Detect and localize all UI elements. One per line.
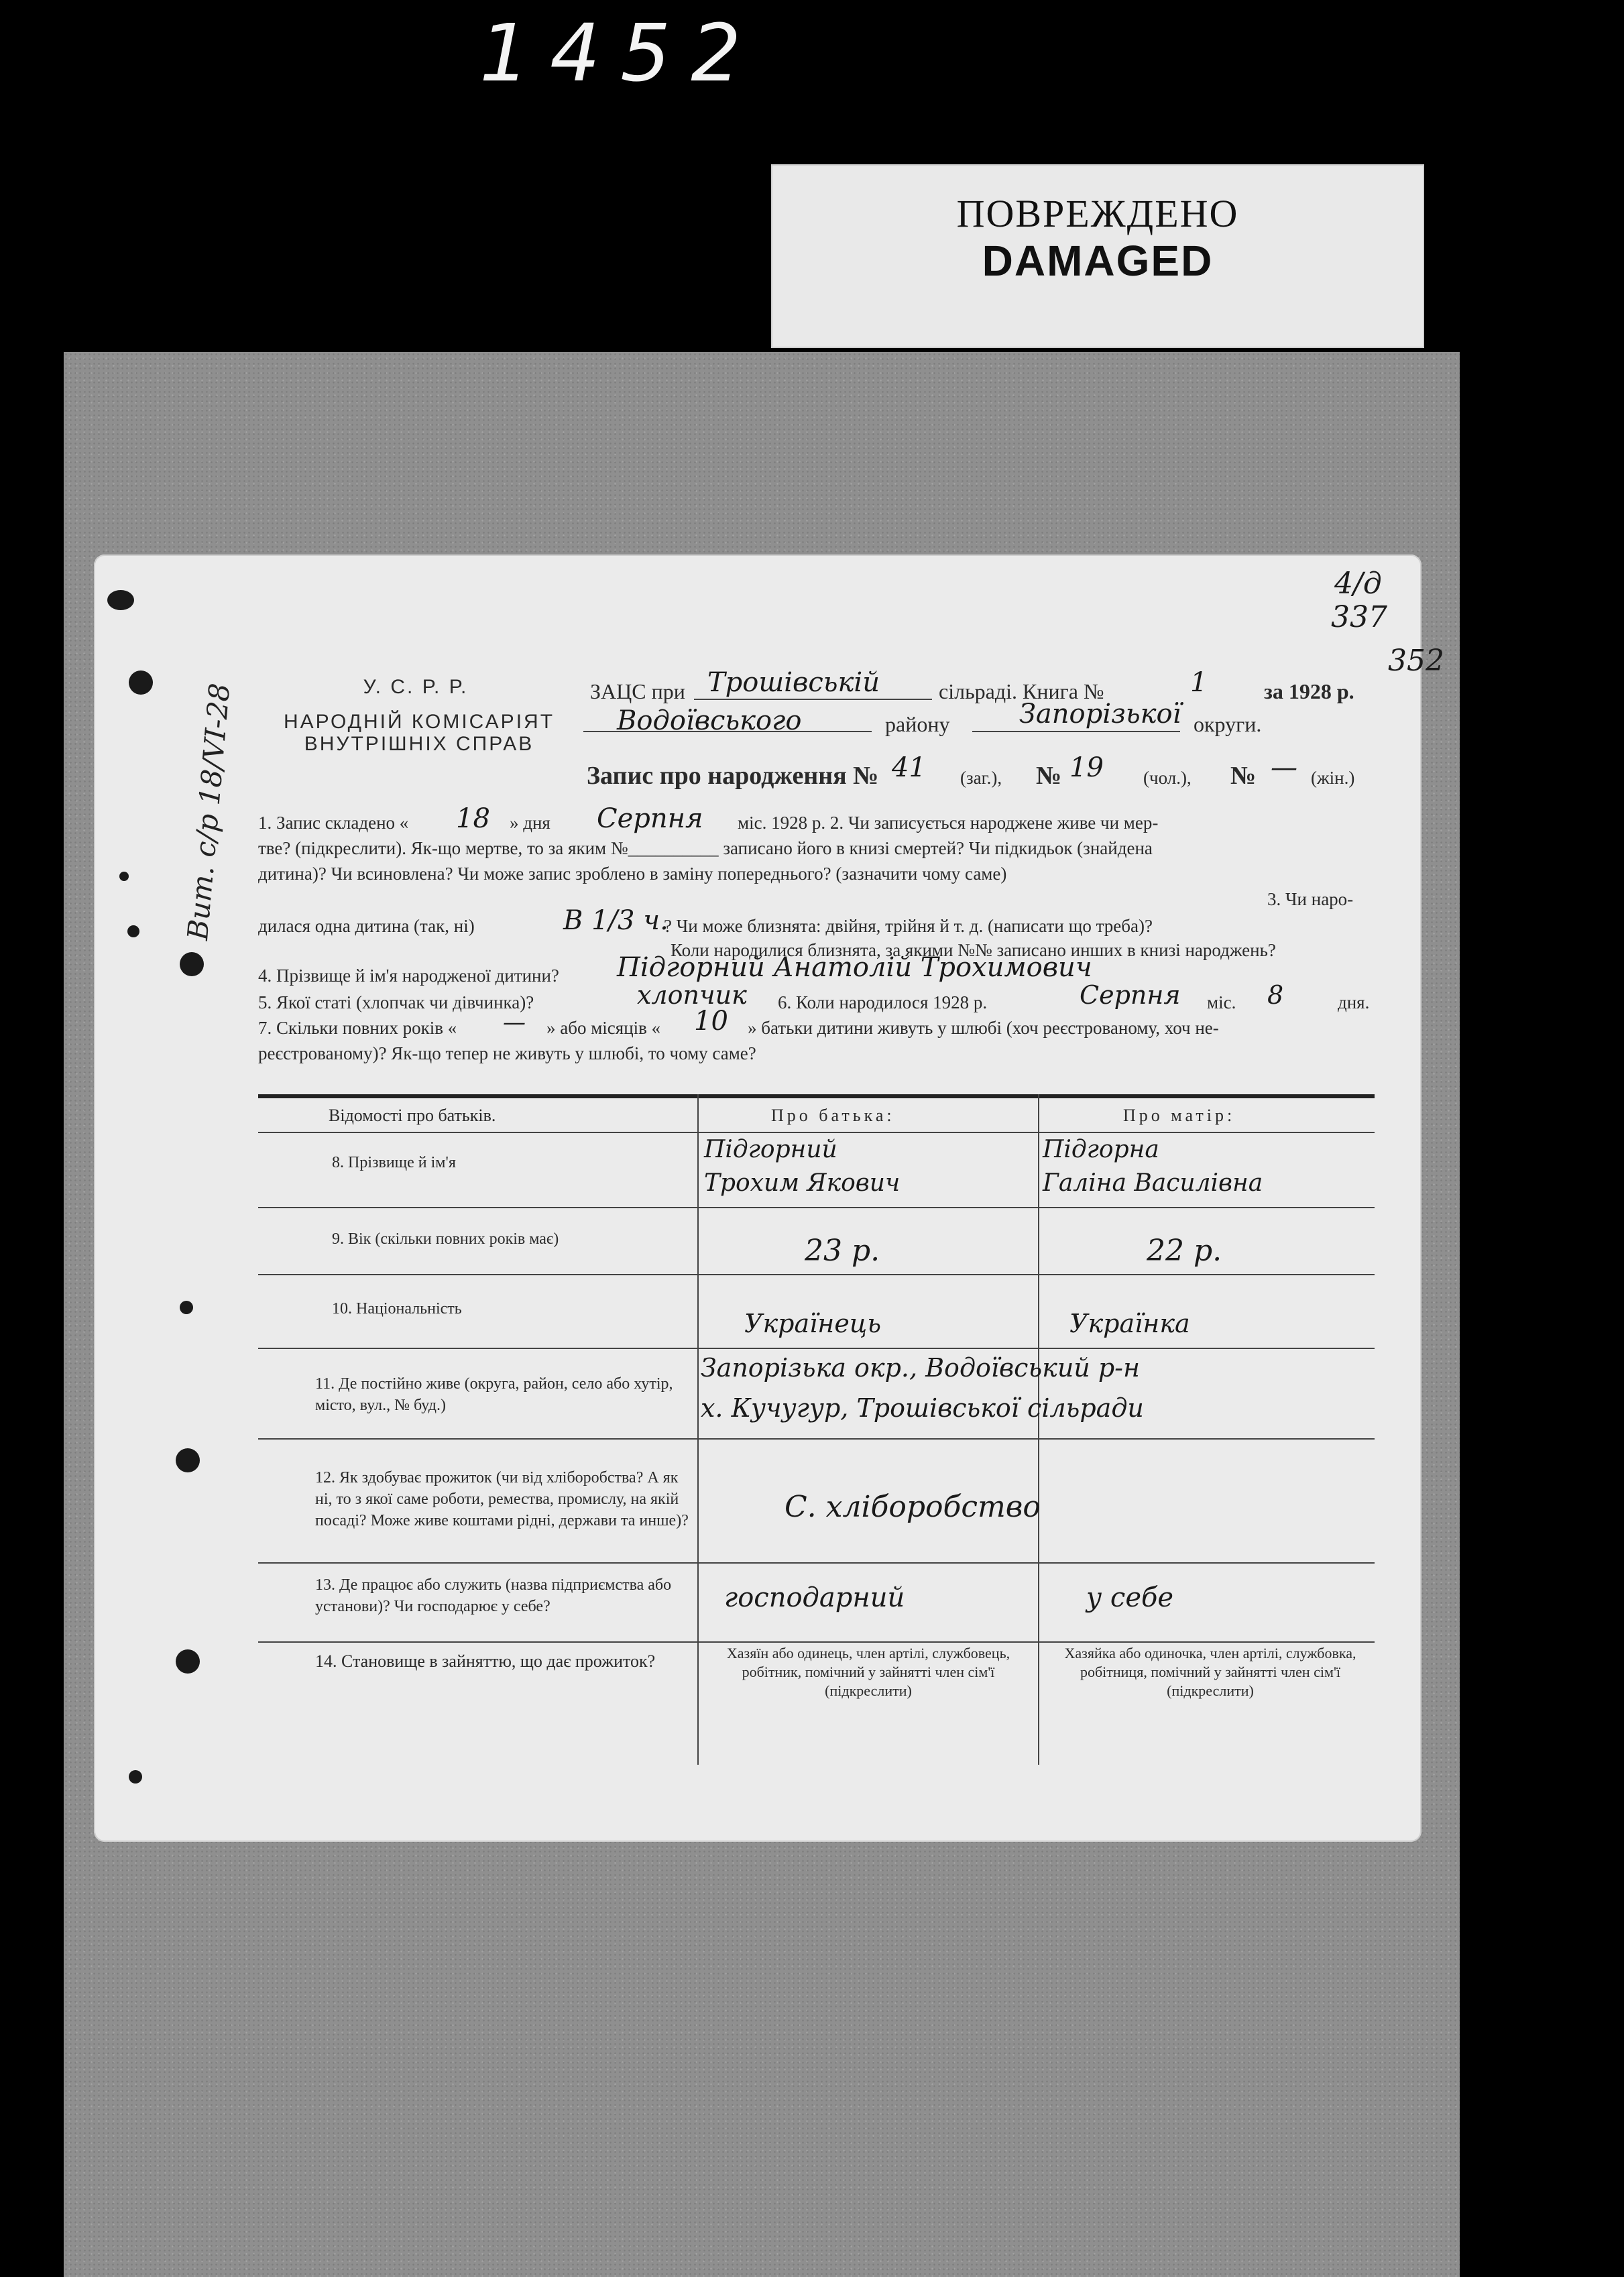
row-age-label: 9. Вік (скільки повних років має) [332,1230,559,1248]
zags-silrada-handwritten: Трошівській [707,667,880,698]
mother-workplace: у себе [1086,1582,1174,1613]
record-chol: (чол.), [1143,768,1192,788]
table-father-header: Про батька: [771,1106,895,1125]
table-row-rule [258,1438,1375,1440]
table-mother-header: Про матір: [1123,1106,1236,1125]
side-handwritten-note: Вит. с/р 18/VI-28 [181,681,237,942]
mother-nationality: Українка [1069,1309,1190,1338]
punch-hole [107,590,134,610]
row-residence-label: 11. Де постійно живе (округа, район, село або хутір, місто, вул., № буд.) [315,1375,673,1414]
line5-handwritten: В 1/3 ч. [563,905,669,936]
father-nationality: Українець [744,1309,882,1338]
record-total-number: 41 [892,752,926,783]
line8-prefix: 5. Якої статі (хлопчак чи дівчинка)? [258,992,534,1012]
birth-month: Серпня [1080,980,1181,1010]
row-workplace-label: 13. Де працює або служить (назва підприємства або установи)? Чи господарює у себе? [315,1576,672,1615]
table-row-rule [258,1274,1375,1275]
table-top-rule [258,1094,1375,1098]
row-name-label: 8. Прізвище й ім'я [332,1154,456,1171]
raion-label: району [885,712,950,736]
record-zag: (заг.), [960,768,1002,788]
child-sex: хлопчик [637,980,747,1010]
okrug-handwritten: Запорізької [1019,699,1181,729]
mother-age: 22 р. [1147,1234,1222,1268]
record-title: Запис про народження № [587,762,879,790]
table-col-divider [697,1094,699,1765]
record-female-number: — [1271,752,1297,783]
birth-day: 8 [1267,980,1284,1010]
underline [583,731,872,732]
mother-name: Підгорна Галіна Василівна [1043,1136,1263,1197]
corner-number-1: 4/д [1334,567,1382,601]
corner-number-2: 337 [1331,600,1387,634]
line5-prefix: дилася одна дитина (так, ні) [258,916,475,936]
header-ussr: У. С. Р. Р. [363,676,469,698]
line9-rest: » батьки дитини живуть у шлюбі (хоч реєстрованому, хоч не- [748,1018,1219,1038]
raion-handwritten: Водоївського [617,705,802,736]
father-workplace: господарний [724,1582,905,1613]
mother-occupation-status: Хазяйка або одиночка, член артілі, службовка, робітниця, помічний у зайнятті член сім'ї (підкреслити) [1064,1645,1356,1699]
row-nationality-label: 10. Національність [332,1300,462,1318]
punch-hole [176,1448,200,1472]
record-zhin: (жін.) [1311,768,1355,788]
line10: реєстрованому)? Як-що тепер не живуть у шлюбі, то чому саме? [258,1043,756,1063]
damage-label [771,164,1424,348]
frame-number: 1452 [479,7,762,99]
line3: дитина)? Чи всиновлена? Чи може запис зроблено в заміну попереднього? (зазначити чому саме) [258,864,1007,884]
marriage-months: 10 [694,1006,728,1037]
year-label: за 1928 р. [1264,679,1354,703]
table-col-divider [1038,1094,1039,1765]
punch-hole [129,1770,142,1784]
punch-hole [180,1301,193,1314]
line5-rest: ? Чи може близнята: двійня, трійня й т. д. (написати що треба)? [664,916,1153,936]
line1-day-label: » дня [510,813,550,833]
underline [694,699,932,700]
record-male-number: 19 [1069,752,1104,783]
silrada-book-label: сільраді. Книга № [939,679,1104,703]
table-row-rule [258,1641,1375,1643]
corner-number-3: 352 [1388,644,1444,678]
table-row-rule [258,1562,1375,1564]
punch-hole [129,670,153,695]
father-age: 23 р. [805,1234,880,1268]
okrug-label: округи. [1194,712,1262,736]
row-livelihood-label: 12. Як здобуває прожиток (чи від хліборобства? А як ні, то з якої саме роботи, ремества, промислу, на якій посаді? Може живе коштами рідні, держави та инше)? [315,1469,689,1529]
father-name: Підгорний Трохим Якович [704,1136,901,1197]
punch-hole [176,1649,200,1674]
line8-day-label: дня. [1338,992,1370,1012]
livelihood-value: С. хліборобство [785,1490,1041,1524]
line1-prefix: 1. Запис складено « [258,813,409,833]
line9-months-label: » або місяців « [546,1018,661,1038]
book-number: 1 [1190,667,1208,698]
record-month: Серпня [597,803,703,834]
record-day: 18 [456,803,490,834]
residence-line2: х. Кучугур, Трошівської сільради [701,1393,1144,1423]
line6: Коли народилися близнята, за якими №№ записано инших в книзі народжень? [671,940,1276,960]
line8-born-label: 6. Коли народилося 1928 р. [778,992,988,1012]
table-col-header: Відомості про батьків. [329,1106,496,1125]
punch-hole [180,952,204,976]
marriage-years: — [503,1009,526,1036]
header-internal-affairs: ВНУТРІШНІХ СПРАВ [304,733,534,755]
record-no-label-2: № [1230,762,1257,790]
father-occupation-status: Хазяїн або одинець, член артілі, службовець, робітник, помічний у зайнятті член сім'ї (підкреслити) [726,1645,1010,1699]
line4: 3. Чи наро- [1267,889,1354,909]
damage-label-ru: ПОВРЕЖДЕНО [956,192,1239,235]
line8-month-label: міс. [1207,992,1236,1012]
row-occupation-status-label: 14. Становище в зайняттю, що дає прожиток? [315,1651,656,1671]
table-row-rule [258,1207,1375,1208]
record-no-label: № [1036,762,1062,790]
child-name: Підгорний Анатолій Трохимович [617,952,1092,983]
punch-hole [127,925,139,937]
line9-prefix: 7. Скільки повних років « [258,1018,457,1038]
punch-hole [119,872,129,881]
header-commissariat: НАРОДНІЙ КОМІСАРІЯТ [283,711,555,733]
damage-label-en: DAMAGED [982,237,1214,285]
line1-rest: міс. 1928 р. 2. Чи записується народжене живе чи мер- [738,813,1159,833]
table-row-rule [258,1348,1375,1349]
line2: тве? (підкреслити). Як-що мертве, то за яким №__________ записано його в книзі смертей? Чи підкидьок (знайдена [258,838,1153,858]
residence-line1: Запорізька окр., Водоївський р-н [701,1353,1141,1383]
underline [972,731,1180,732]
line7-prefix: 4. Прізвище й ім'я народженої дитини? [258,966,559,986]
zags-prefix: ЗАЦС при [590,679,685,703]
